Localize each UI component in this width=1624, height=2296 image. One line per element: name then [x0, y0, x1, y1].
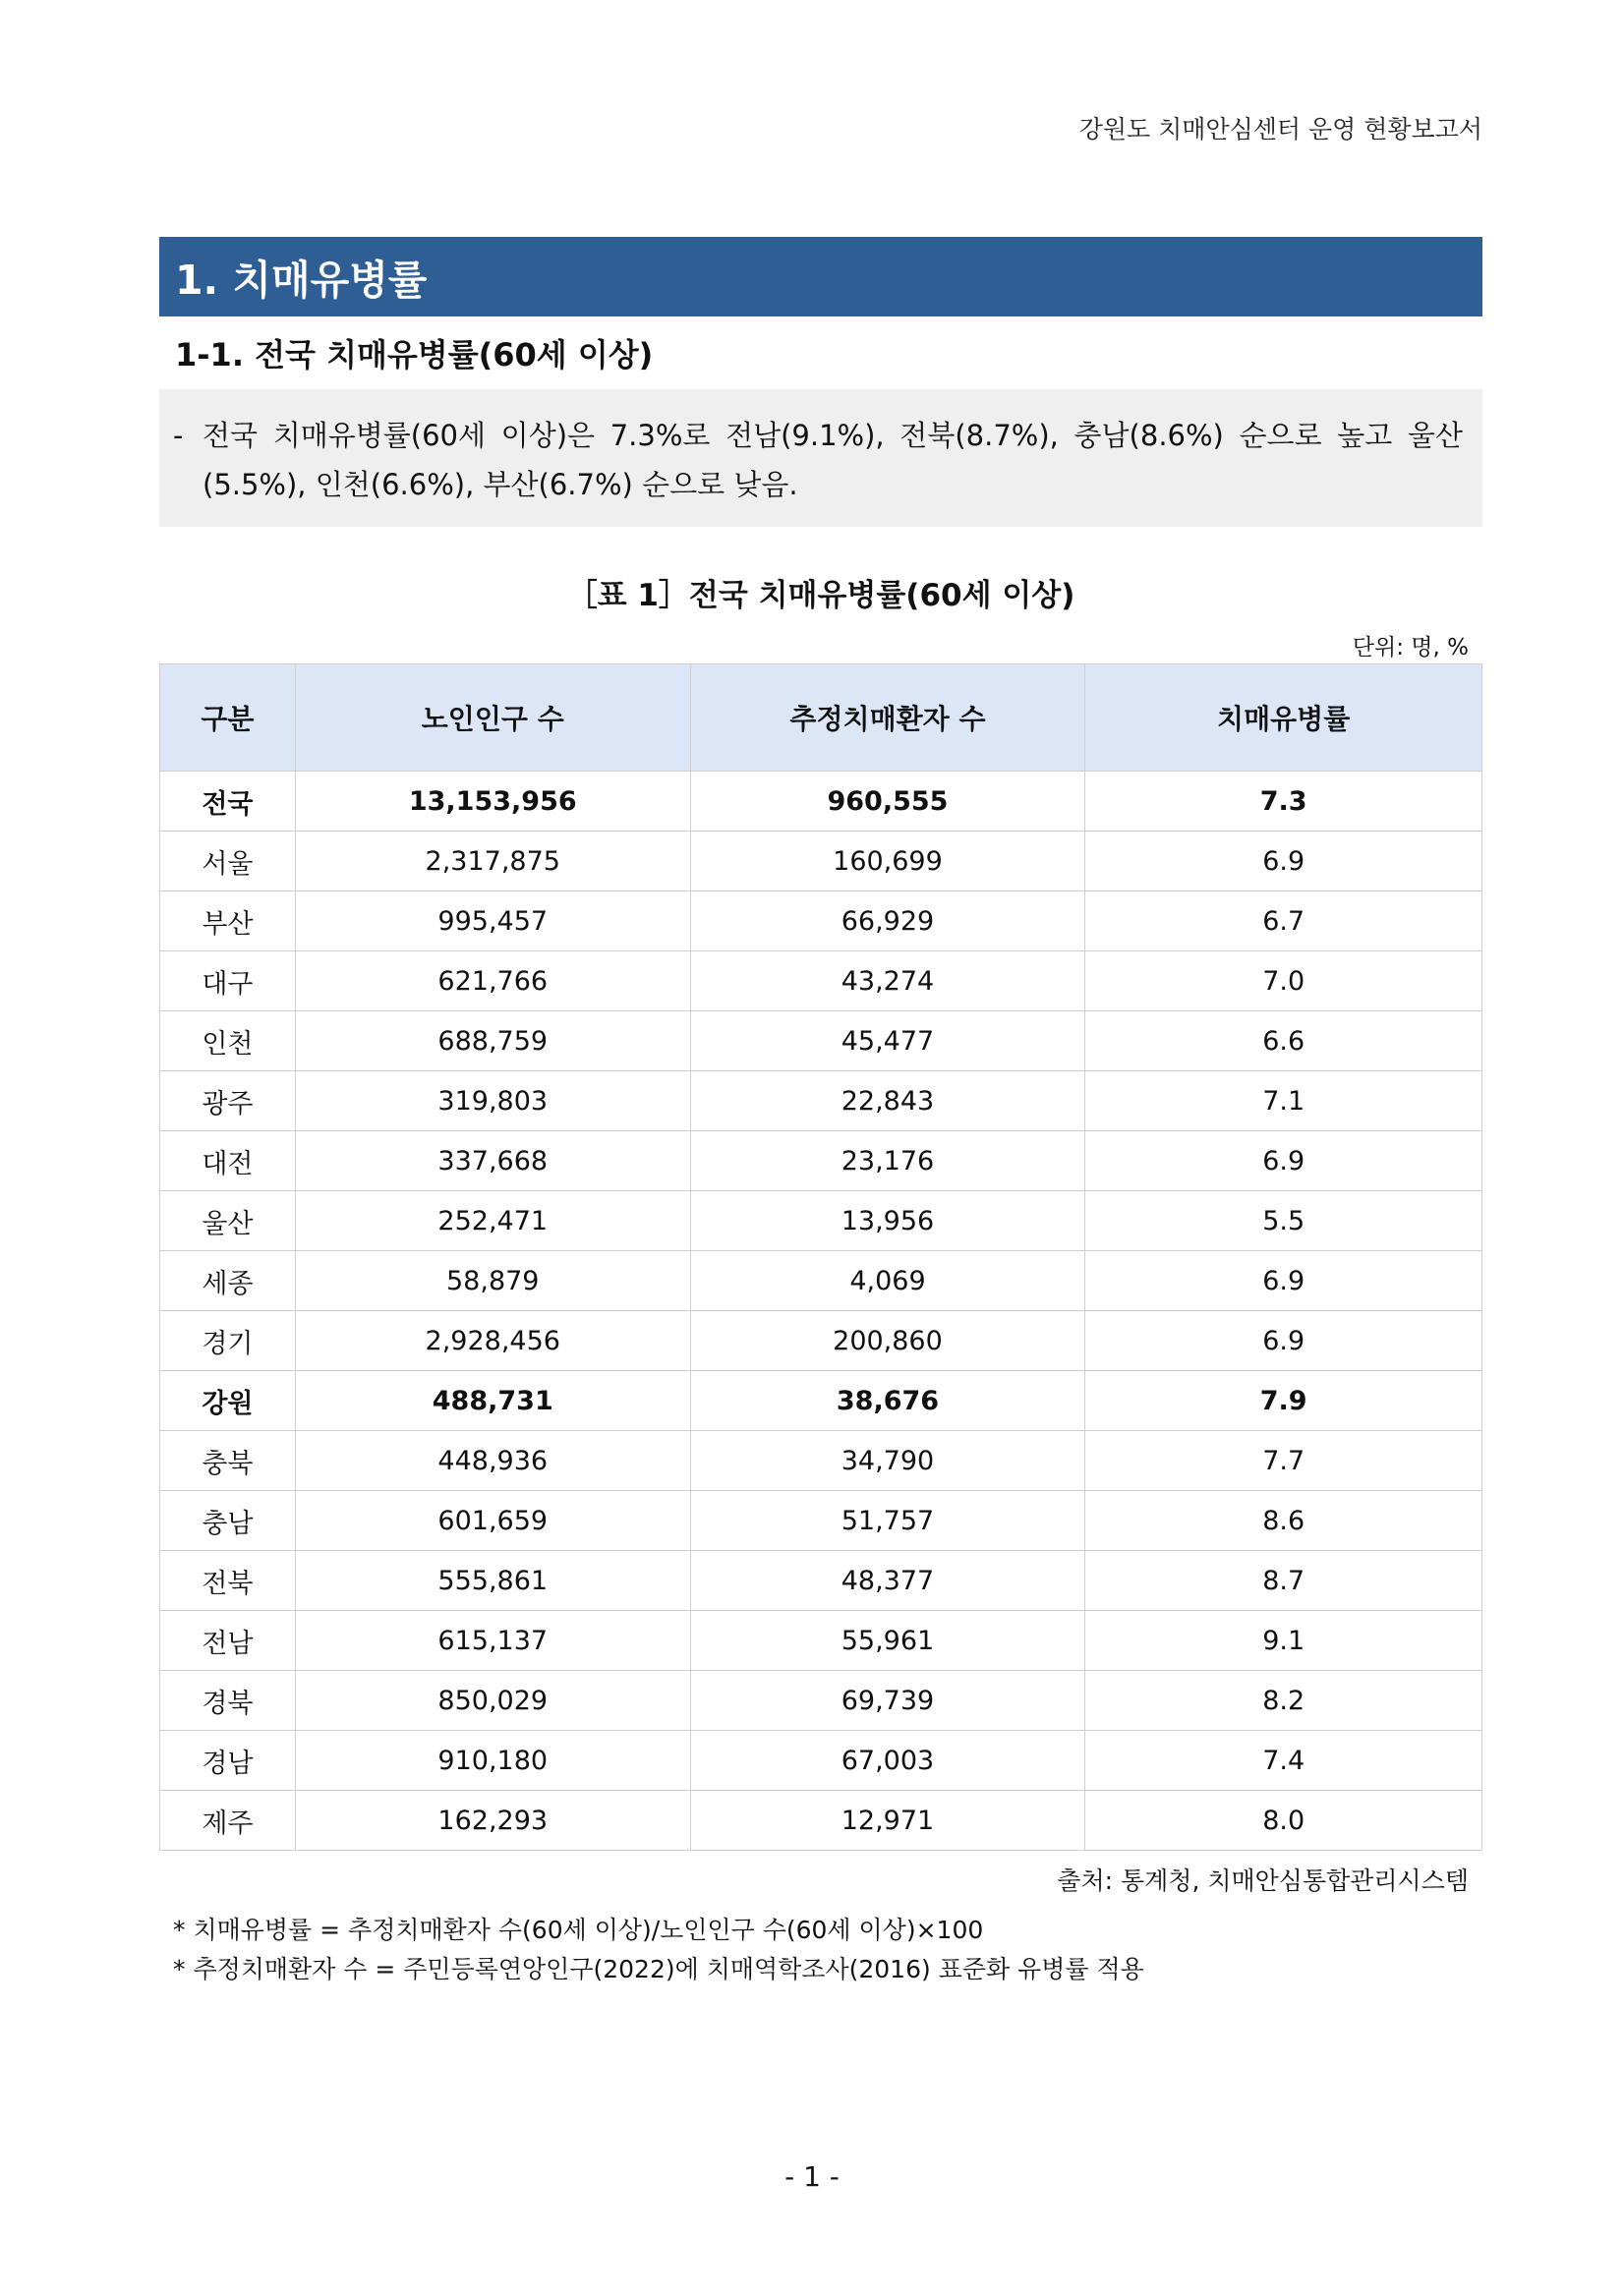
section-title-bar [159, 237, 1482, 316]
elderly-population-cell: 337,668 [295, 1131, 690, 1191]
elderly-population-cell: 555,861 [295, 1551, 690, 1611]
estimated-patients-cell: 13,956 [690, 1191, 1085, 1251]
prevalence-rate-cell: 7.4 [1085, 1731, 1482, 1791]
estimated-patients-cell: 38,676 [690, 1371, 1085, 1431]
estimated-patients-cell: 67,003 [690, 1731, 1085, 1791]
region-cell: 전북 [160, 1551, 296, 1611]
region-cell: 경남 [160, 1731, 296, 1791]
elderly-population-cell: 688,759 [295, 1011, 690, 1071]
prevalence-rate-cell: 7.9 [1085, 1371, 1482, 1431]
section-title: 1. 치매유병률 [175, 257, 428, 304]
table-source: 출처: 통계청, 치매안심통합관리시스템 [1057, 1866, 1469, 1895]
running-header: 강원도 치매안심센터 운영 현황보고서 [1078, 115, 1482, 144]
prevalence-table [159, 663, 1482, 1851]
table-row [160, 891, 1482, 951]
elderly-population-cell: 448,936 [295, 1431, 690, 1491]
estimated-patients-cell: 45,477 [690, 1011, 1085, 1071]
region-cell: 전국 [160, 772, 296, 832]
table-row [160, 951, 1482, 1011]
prevalence-rate-cell: 8.6 [1085, 1491, 1482, 1551]
region-cell: 경기 [160, 1311, 296, 1371]
table-row [160, 1191, 1482, 1251]
footnote: * 치매유병률 = 추정치매환자 수(60세 이상)/노인인구 수(60세 이상)×100 [173, 1916, 984, 1944]
estimated-patients-cell: 12,971 [690, 1791, 1085, 1851]
column-header: 구분 [160, 664, 296, 772]
elderly-population-cell: 319,803 [295, 1071, 690, 1131]
prevalence-rate-cell: 6.9 [1085, 1251, 1482, 1311]
table-row [160, 1551, 1482, 1611]
subsection-title: 1-1. 전국 치매유병률(60세 이상) [175, 336, 654, 373]
prevalence-rate-cell: 8.7 [1085, 1551, 1482, 1611]
table-row [160, 1491, 1482, 1551]
region-cell: 울산 [160, 1191, 296, 1251]
table-body [160, 772, 1482, 1851]
summary-box [159, 389, 1482, 527]
column-header: 노인인구 수 [295, 664, 690, 772]
elderly-population-cell: 615,137 [295, 1611, 690, 1671]
column-header: 추정치매환자 수 [690, 664, 1085, 772]
region-cell: 충북 [160, 1431, 296, 1491]
table-row [160, 1671, 1482, 1731]
region-cell: 부산 [160, 891, 296, 951]
elderly-population-cell: 2,928,456 [295, 1311, 690, 1371]
elderly-population-cell: 621,766 [295, 951, 690, 1011]
region-cell: 충남 [160, 1491, 296, 1551]
prevalence-rate-cell: 6.6 [1085, 1011, 1482, 1071]
table-row [160, 1791, 1482, 1851]
table-row [160, 1311, 1482, 1371]
elderly-population-cell: 13,153,956 [295, 772, 690, 832]
table-row [160, 1011, 1482, 1071]
estimated-patients-cell: 4,069 [690, 1251, 1085, 1311]
elderly-population-cell: 162,293 [295, 1791, 690, 1851]
estimated-patients-cell: 22,843 [690, 1071, 1085, 1131]
region-cell: 전남 [160, 1611, 296, 1671]
estimated-patients-cell: 51,757 [690, 1491, 1085, 1551]
table-caption: ［표 1］전국 치매유병률(60세 이상) [566, 578, 1075, 613]
estimated-patients-cell: 48,377 [690, 1551, 1085, 1611]
prevalence-rate-cell: 7.0 [1085, 951, 1482, 1011]
prevalence-rate-cell: 7.7 [1085, 1431, 1482, 1491]
region-cell: 세종 [160, 1251, 296, 1311]
elderly-population-cell: 850,029 [295, 1671, 690, 1731]
table-row [160, 1251, 1482, 1311]
table-row [160, 1611, 1482, 1671]
region-cell: 강원 [160, 1371, 296, 1431]
region-cell: 제주 [160, 1791, 296, 1851]
table-row [160, 772, 1482, 832]
elderly-population-cell: 601,659 [295, 1491, 690, 1551]
estimated-patients-cell: 43,274 [690, 951, 1085, 1011]
footnotes [173, 1911, 1144, 1989]
table-row [160, 1731, 1482, 1791]
table-header-row [160, 664, 1482, 772]
region-cell: 인천 [160, 1011, 296, 1071]
table-row [160, 1131, 1482, 1191]
elderly-population-cell: 910,180 [295, 1731, 690, 1791]
prevalence-rate-cell: 9.1 [1085, 1611, 1482, 1671]
column-header: 치매유병률 [1085, 664, 1482, 772]
elderly-population-cell: 58,879 [295, 1251, 690, 1311]
prevalence-rate-cell: 6.9 [1085, 1131, 1482, 1191]
estimated-patients-cell: 66,929 [690, 891, 1085, 951]
estimated-patients-cell: 23,176 [690, 1131, 1085, 1191]
estimated-patients-cell: 200,860 [690, 1311, 1085, 1371]
prevalence-rate-cell: 6.9 [1085, 1311, 1482, 1371]
region-cell: 광주 [160, 1071, 296, 1131]
elderly-population-cell: 252,471 [295, 1191, 690, 1251]
region-cell: 경북 [160, 1671, 296, 1731]
prevalence-rate-cell: 6.9 [1085, 832, 1482, 891]
elderly-population-cell: 488,731 [295, 1371, 690, 1431]
table-row [160, 1431, 1482, 1491]
prevalence-rate-cell: 6.7 [1085, 891, 1482, 951]
estimated-patients-cell: 69,739 [690, 1671, 1085, 1731]
estimated-patients-cell: 960,555 [690, 772, 1085, 832]
estimated-patients-cell: 34,790 [690, 1431, 1085, 1491]
page-number: - 1 - [784, 2160, 840, 2193]
summary-text: 전국 치매유병률(60세 이상)은 7.3%로 전남(9.1%), 전북(8.7%), 충남(8.6%) 순으로 높고 울산(5.5%), 인천(6.6%), 부산(6.7%) 순으로 낮음. [203, 419, 1463, 501]
estimated-patients-cell: 55,961 [690, 1611, 1085, 1671]
elderly-population-cell: 995,457 [295, 891, 690, 951]
region-cell: 대구 [160, 951, 296, 1011]
prevalence-rate-cell: 7.1 [1085, 1071, 1482, 1131]
region-cell: 대전 [160, 1131, 296, 1191]
elderly-population-cell: 2,317,875 [295, 832, 690, 891]
estimated-patients-cell: 160,699 [690, 832, 1085, 891]
region-cell: 서울 [160, 832, 296, 891]
prevalence-rate-cell: 8.2 [1085, 1671, 1482, 1731]
table-row [160, 1071, 1482, 1131]
footnote: * 추정치매환자 수 = 주민등록연앙인구(2022)에 치매역학조사(2016) 표준화 유병률 적용 [173, 1955, 1144, 1983]
table-row [160, 1371, 1482, 1431]
table-row [160, 832, 1482, 891]
summary-dash: - [173, 419, 184, 452]
prevalence-rate-cell: 5.5 [1085, 1191, 1482, 1251]
table-unit: 단위: 명, % [1352, 635, 1469, 660]
prevalence-rate-cell: 8.0 [1085, 1791, 1482, 1851]
prevalence-rate-cell: 7.3 [1085, 772, 1482, 832]
